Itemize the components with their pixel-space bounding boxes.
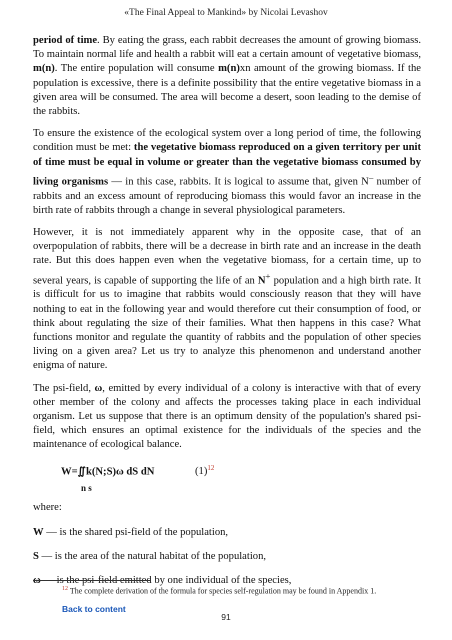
formula-subscripts: n s [81,483,92,494]
formula-expression: W=∬k(N;S)ω dS dN [61,466,155,478]
paragraph-3: However, it is not immediately apparent why in the opposite case, that of an overpopulation of rabbits, there will be a decrease in birth rate and an increase in the death rate. But this does happen even when the vegetative biomass, for a certain time, up to several years, is capable of supporting the life of an N+ population and a high birth rate. It is difficult for us to imagine that rabbits would consciously reason that they will have nothing to eat in the following year and would therefore cut their consumption of food, or think about regulating the size of their families. What then happens in this case? What functions monitor and regulate the quantity of rabbits and the population of other species living on a given area? Let us try to analyze this phenomenon and understand another enigma of nature. [33,226,421,372]
running-header: «The Final Appeal to Mankind» by Nicolai Levashov [124,8,328,18]
paragraph-4: The psi-field, ω, emitted by every individual of a colony is interactive with that of every other member of the colony and affects the processes taking place in each individual organism. Let us suppose that there is an optimum density of the population's shared psi-field, which ensures an optimal existence for the individuals of the species and the maintenance of ecological balance. [33,382,421,451]
definition-omega: ω — is the psi-field emitted by one individual of the species, [33,575,292,587]
main-text [33,34,421,598]
footnote-ref[interactable]: 12 [207,463,215,472]
formula-number: (1) [195,466,208,478]
paragraph-1: period of time. By eating the grass, each rabbit decreases the amount of growing biomass. To maintain normal life and health a rabbit will eat a certain amount of vegetative biomass, m(n). The entire population will consume m(n)xn amount of the growing biomass. If the population is excessive, there is a definite possibility that the entire vegetative biomass in a given area will be consumed. The area will become a desert, soon leading to the demise of the rabbits. [33,35,422,118]
footnote: $^{12}$ The complete derivation of the formula for species self-regulation may be found in Appendix 1. [62,586,377,596]
paragraph-2: To ensure the existence of the ecological system over a long period of time, the following condition must be met: the vegetative biomass reproduced on a given territory per unit of time must be equal in volume or greater than the vegetative biomass consumed by living organisms — in this case, rabbits. It is logical to assume that, given N– number of rabbits and an excess amount of reproducing biomass this would favor an increase in the birth rate of rabbits through a change in several physiological parameters. [33,128,422,216]
bold-condition: the vegetative biomass reproduced on a given territory per unit of time must be equal in volume or greater than the vegetative biomass consumed by living organisms [33,142,421,188]
where-label: where: [33,502,62,514]
definition-w: W — is the shared psi-field of the population, [33,526,229,538]
footnote-divider [33,580,151,581]
page-number: 91 [221,612,231,622]
definition-s: S — is the area of the natural habitat of the population, [33,550,267,562]
bold-text: period of time [33,35,98,46]
formula [61,461,421,480]
back-to-content-link[interactable]: Back to content [62,604,126,614]
